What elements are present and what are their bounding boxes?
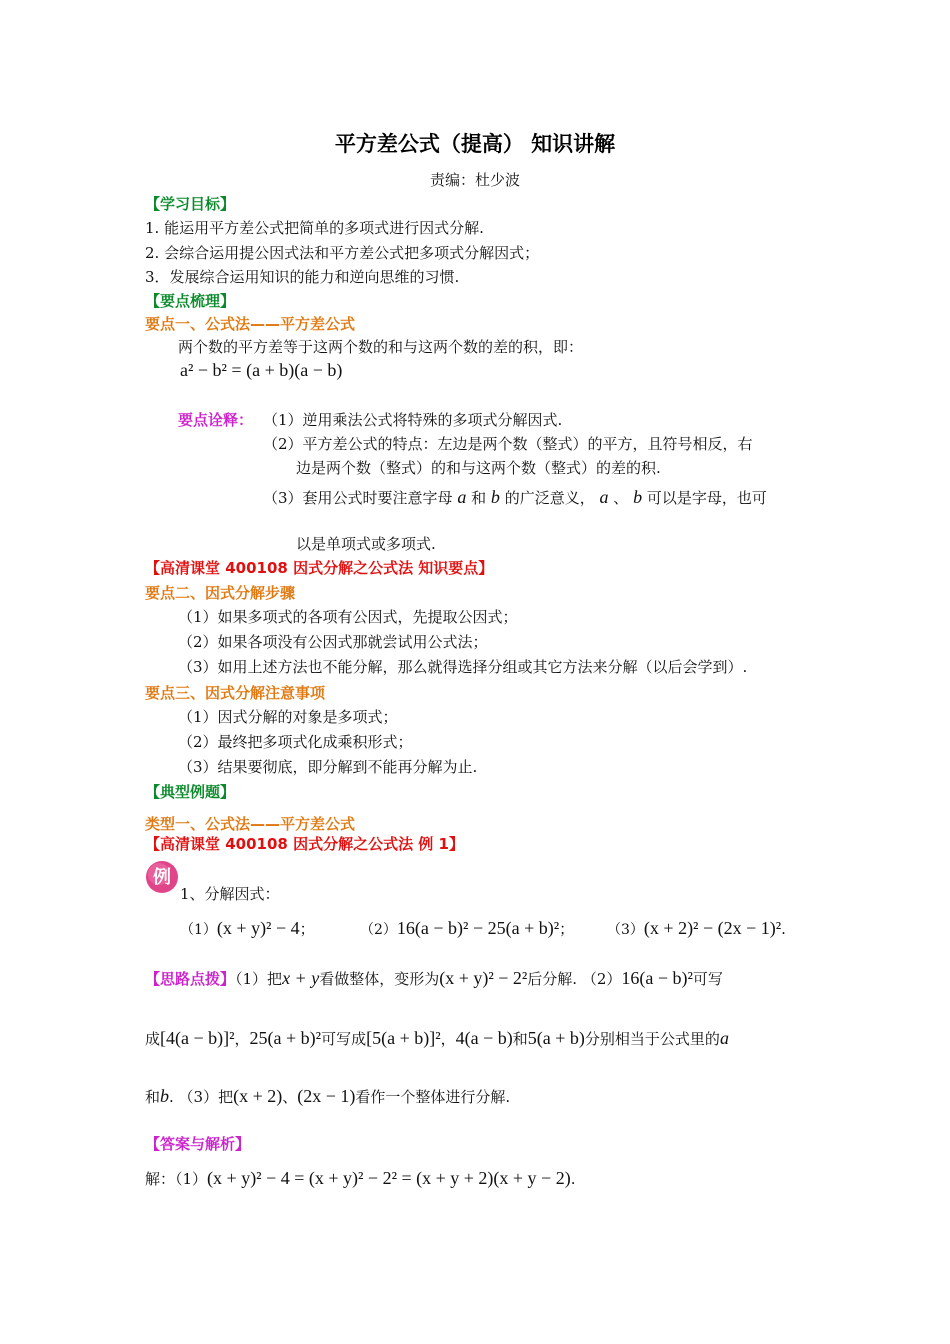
hint-math: x + y (282, 968, 320, 988)
example-badge-text: 例 (153, 867, 171, 888)
solution-label: 解：（1） (145, 1170, 208, 1188)
hint-text: 可写 (692, 970, 723, 988)
video-link-2[interactable]: 【高清课堂 400108 因式分解之公式法 例 1】 (145, 835, 464, 853)
hint-math: 5(a + b) (527, 1028, 585, 1048)
note-label: 要点诠释： (178, 411, 254, 429)
point2-item: （3）如用上述方法也不能分解，那么就得选择分组或其它方法来分解（以后会学到）. (178, 658, 748, 676)
solution-1 (145, 1168, 575, 1189)
solution-end: . (570, 1170, 576, 1188)
answer-header: 【答案与解析】 (145, 1135, 251, 1153)
point3-title: 要点三、因式分解注意事项 (145, 684, 326, 702)
page-title: 平方差公式（提高） 知识讲解 (334, 132, 616, 156)
exercise-2 (360, 918, 574, 940)
video-link-1[interactable]: 【高清课堂 400108 因式分解之公式法 知识要点】 (145, 559, 494, 577)
goals-header: 【学习目标】 (145, 195, 236, 213)
note3-text: 的广泛意义， (504, 489, 595, 507)
hint-line-1 (145, 968, 723, 989)
note-2a: （2）平方差公式的特点：左边是两个数（整式）的平方，且符号相反，右 (263, 435, 753, 453)
editor-line: 责编：杜少波 (429, 171, 520, 189)
item-label: （3） (607, 922, 644, 938)
hint-line-3 (145, 1086, 510, 1107)
goal-item: 2. 会综合运用提公因式法和平方差公式把多项式分解因式； (145, 244, 540, 262)
note-3-line2: 以是单项式或多项式. (296, 535, 436, 553)
exercise-1 (180, 918, 315, 940)
hint-text: 看作一个整体进行分解. (355, 1088, 511, 1106)
solution-expression: (x + y)² − 4 = (x + y)² − 2² = (x + y + 2)(x + y − 2) (207, 1168, 571, 1188)
examples-header: 【典型例题】 (145, 783, 236, 801)
hint-math: b (160, 1086, 170, 1106)
item-label: （1） (180, 922, 217, 938)
hint-math: [5(a + b)]² (366, 1028, 441, 1048)
point2-item: （2）如果各项没有公因式那就尝试用公式法； (178, 633, 488, 651)
item-sep: ； (299, 920, 315, 938)
hint-text: 成 (145, 1030, 161, 1048)
point1-text: 两个数的平方差等于这两个数的和与这两个数的差的积，即： (178, 338, 584, 356)
point2-title: 要点二、因式分解步骤 (145, 584, 296, 602)
note-3 (263, 487, 767, 508)
note3-and: 和 (471, 489, 487, 507)
math-var-a: a (599, 487, 609, 507)
hint-math: (x + y)² − 2² (439, 968, 528, 988)
point1-title: 要点一、公式法——平方差公式 (145, 315, 356, 333)
hint-math: a (719, 1028, 729, 1048)
math-var-b: b (633, 487, 643, 507)
type1-title: 类型一、公式法——平方差公式 (145, 815, 356, 833)
exercise-3 (607, 918, 786, 940)
hint-text: 分别相当于公式里的 (584, 1030, 720, 1048)
hint-line-2 (145, 1028, 729, 1049)
exercise-expression: 16(a − b)² − 25(a + b)² (396, 918, 560, 938)
example-badge-icon (145, 860, 179, 894)
hint-text: . （3）把 (169, 1088, 234, 1106)
note-2b: 边是两个数（整式）的和与这两个数（整式）的差的积. (296, 459, 661, 477)
hint-text: 、 (282, 1088, 298, 1106)
goal-item: 1. 能运用平方差公式把简单的多项式进行因式分解. (145, 219, 484, 237)
hint-text: 看做整体，变形为 (319, 970, 440, 988)
hint-math: (x + 2) (233, 1086, 283, 1106)
math-var-a: a (457, 487, 467, 507)
hint-math: 16(a − b)² (621, 968, 693, 988)
note3-text: 可以是字母，也可 (646, 489, 767, 507)
point3-item: （1）因式分解的对象是多项式； (178, 708, 398, 726)
hint-text: 后分解. （2） (527, 970, 622, 988)
math-var-b: b (490, 487, 500, 507)
hint-text: ， (234, 1030, 250, 1048)
point3-item: （2）最终把多项式化成乘积形式； (178, 733, 413, 751)
point2-item: （1）如果多项式的各项有公因式，先提取公因式； (178, 608, 518, 626)
hint-text: 和 (512, 1030, 528, 1048)
hint-text: 和 (145, 1088, 161, 1106)
note3-sep: 、 (613, 489, 629, 507)
point3-item: （3）结果要彻底，即分解到不能再分解为止. (178, 758, 478, 776)
hint-label: 【思路点拨】 (145, 970, 236, 988)
hint-text: （1）把 (235, 970, 283, 988)
example1-prompt: 1、分解因式： (180, 885, 280, 903)
note-1: （1）逆用乘法公式将特殊的多项式分解因式. (263, 411, 563, 429)
goal-item: 3．发展综合运用知识的能力和逆向思维的习惯. (145, 268, 460, 286)
hint-math: [4(a − b)]² (160, 1028, 235, 1048)
item-sep: . (781, 920, 786, 938)
formula-main: a² − b² = (a + b)(a − b) (180, 360, 343, 380)
hint-math: 25(a + b)² (249, 1028, 322, 1048)
points-header: 【要点梳理】 (145, 292, 236, 310)
hint-math: (2x − 1) (297, 1086, 356, 1106)
item-sep: ； (559, 920, 575, 938)
item-label: （2） (360, 922, 397, 938)
hint-text: ， (440, 1030, 456, 1048)
hint-text: 可写成 (321, 1030, 367, 1048)
note3-text: （3）套用公式时要注意字母 (263, 489, 453, 507)
exercise-expression: (x + 2)² − (2x − 1)² (643, 918, 782, 938)
exercise-expression: (x + y)² − 4 (216, 918, 300, 938)
hint-math: 4(a − b) (455, 1028, 513, 1048)
